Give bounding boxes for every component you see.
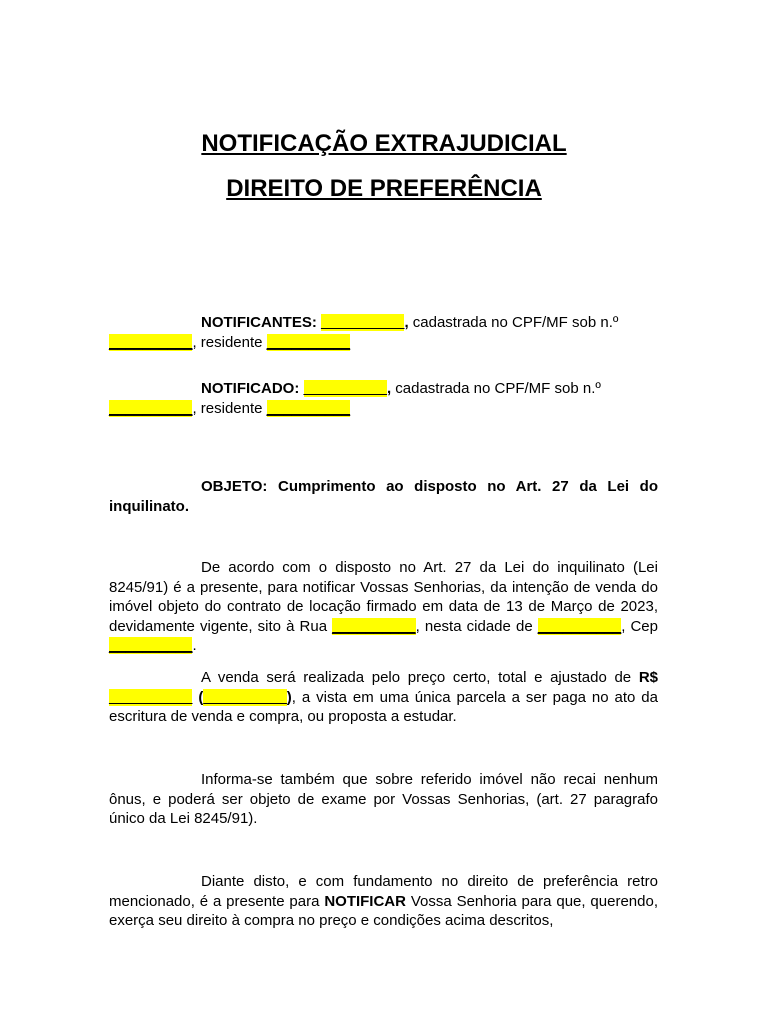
notificantes-cpf-blank: __________	[109, 333, 193, 351]
notificado-name-blank: __________	[303, 380, 387, 397]
p4-text-2: Vossa Senhoria para que, querendo, exerça seu direito à compra no preço e condições acima descritos,	[109, 892, 658, 930]
open-paren: (	[198, 688, 204, 706]
objeto-paragraph	[109, 477, 658, 516]
notificado-label: NOTIFICADO:	[201, 380, 300, 397]
p2-text-2: , a vista em uma única parcela a ser paga no ato da escritura de venda e compra, ou proposta a estudar.	[109, 688, 658, 726]
price-blank: __________	[109, 688, 193, 706]
notificado-paragraph	[109, 379, 658, 418]
p1-text-1: De acordo com o disposto no Art. 27 da Lei do inquilinato (Lei 8245/91) é a presente, para notificar Vossas Senhorias, da intenção de venda do imóvel objeto do contrato de locação firmado em data de 13 de Março de 2023, devidamente vigente, sito à Rua	[109, 559, 658, 635]
p2-text-1: A venda será realizada pelo preço certo, total e ajustado de	[201, 669, 639, 686]
close-paren: )	[286, 688, 292, 706]
p1-text-3: , Cep	[621, 617, 658, 635]
p1-text-2: , nesta cidade de	[415, 617, 538, 635]
notificar-emphasis: NOTIFICAR	[324, 892, 406, 910]
cidade-blank: __________	[537, 617, 622, 635]
notificantes-text-2: , residente	[192, 333, 267, 351]
notificantes-text-1: cadastrada no CPF/MF sob n.º	[408, 314, 619, 331]
body-paragraph-4	[109, 872, 658, 931]
p1-text-4: .	[192, 637, 197, 655]
notificado-address-blank: __________	[266, 399, 351, 417]
notificado-text-2: , residente	[192, 399, 267, 417]
body-paragraph-3	[109, 770, 658, 829]
objeto-text: OBJETO: Cumprimento ao disposto no Art. 27 da Lei do inquilinato.	[109, 478, 658, 515]
notificado-cpf-blank: __________	[109, 399, 193, 417]
body-paragraph-2	[109, 668, 658, 727]
body-paragraph-1	[109, 558, 658, 656]
document-subtitle: DIREITO DE PREFERÊNCIA	[226, 175, 542, 202]
price-words-blank: __________	[203, 688, 287, 706]
comma: ,	[386, 380, 392, 397]
rua-blank: __________	[332, 617, 416, 635]
notificantes-address-blank: __________	[266, 333, 351, 351]
p3-text: Informa-se também que sobre referido imóvel não recai nenhum ônus, e poderá ser objeto de exame por Vossas Senhorias, (art. 27 paragrafo único da Lei 8245/91).	[109, 771, 658, 828]
cep-blank: __________	[109, 637, 193, 655]
notificantes-label: NOTIFICANTES:	[201, 314, 317, 331]
document-title: NOTIFICAÇÃO EXTRAJUDICIAL	[201, 130, 567, 157]
p4-text-1: Diante disto, e com fundamento no direito de preferência retro mencionado, é a presente para	[109, 873, 658, 910]
notificado-text-1: cadastrada no CPF/MF sob n.º	[391, 380, 601, 397]
comma: ,	[404, 314, 409, 331]
currency-label: R$	[638, 669, 658, 686]
notificantes-paragraph	[109, 313, 658, 352]
notificantes-name-blank: __________	[321, 314, 405, 331]
